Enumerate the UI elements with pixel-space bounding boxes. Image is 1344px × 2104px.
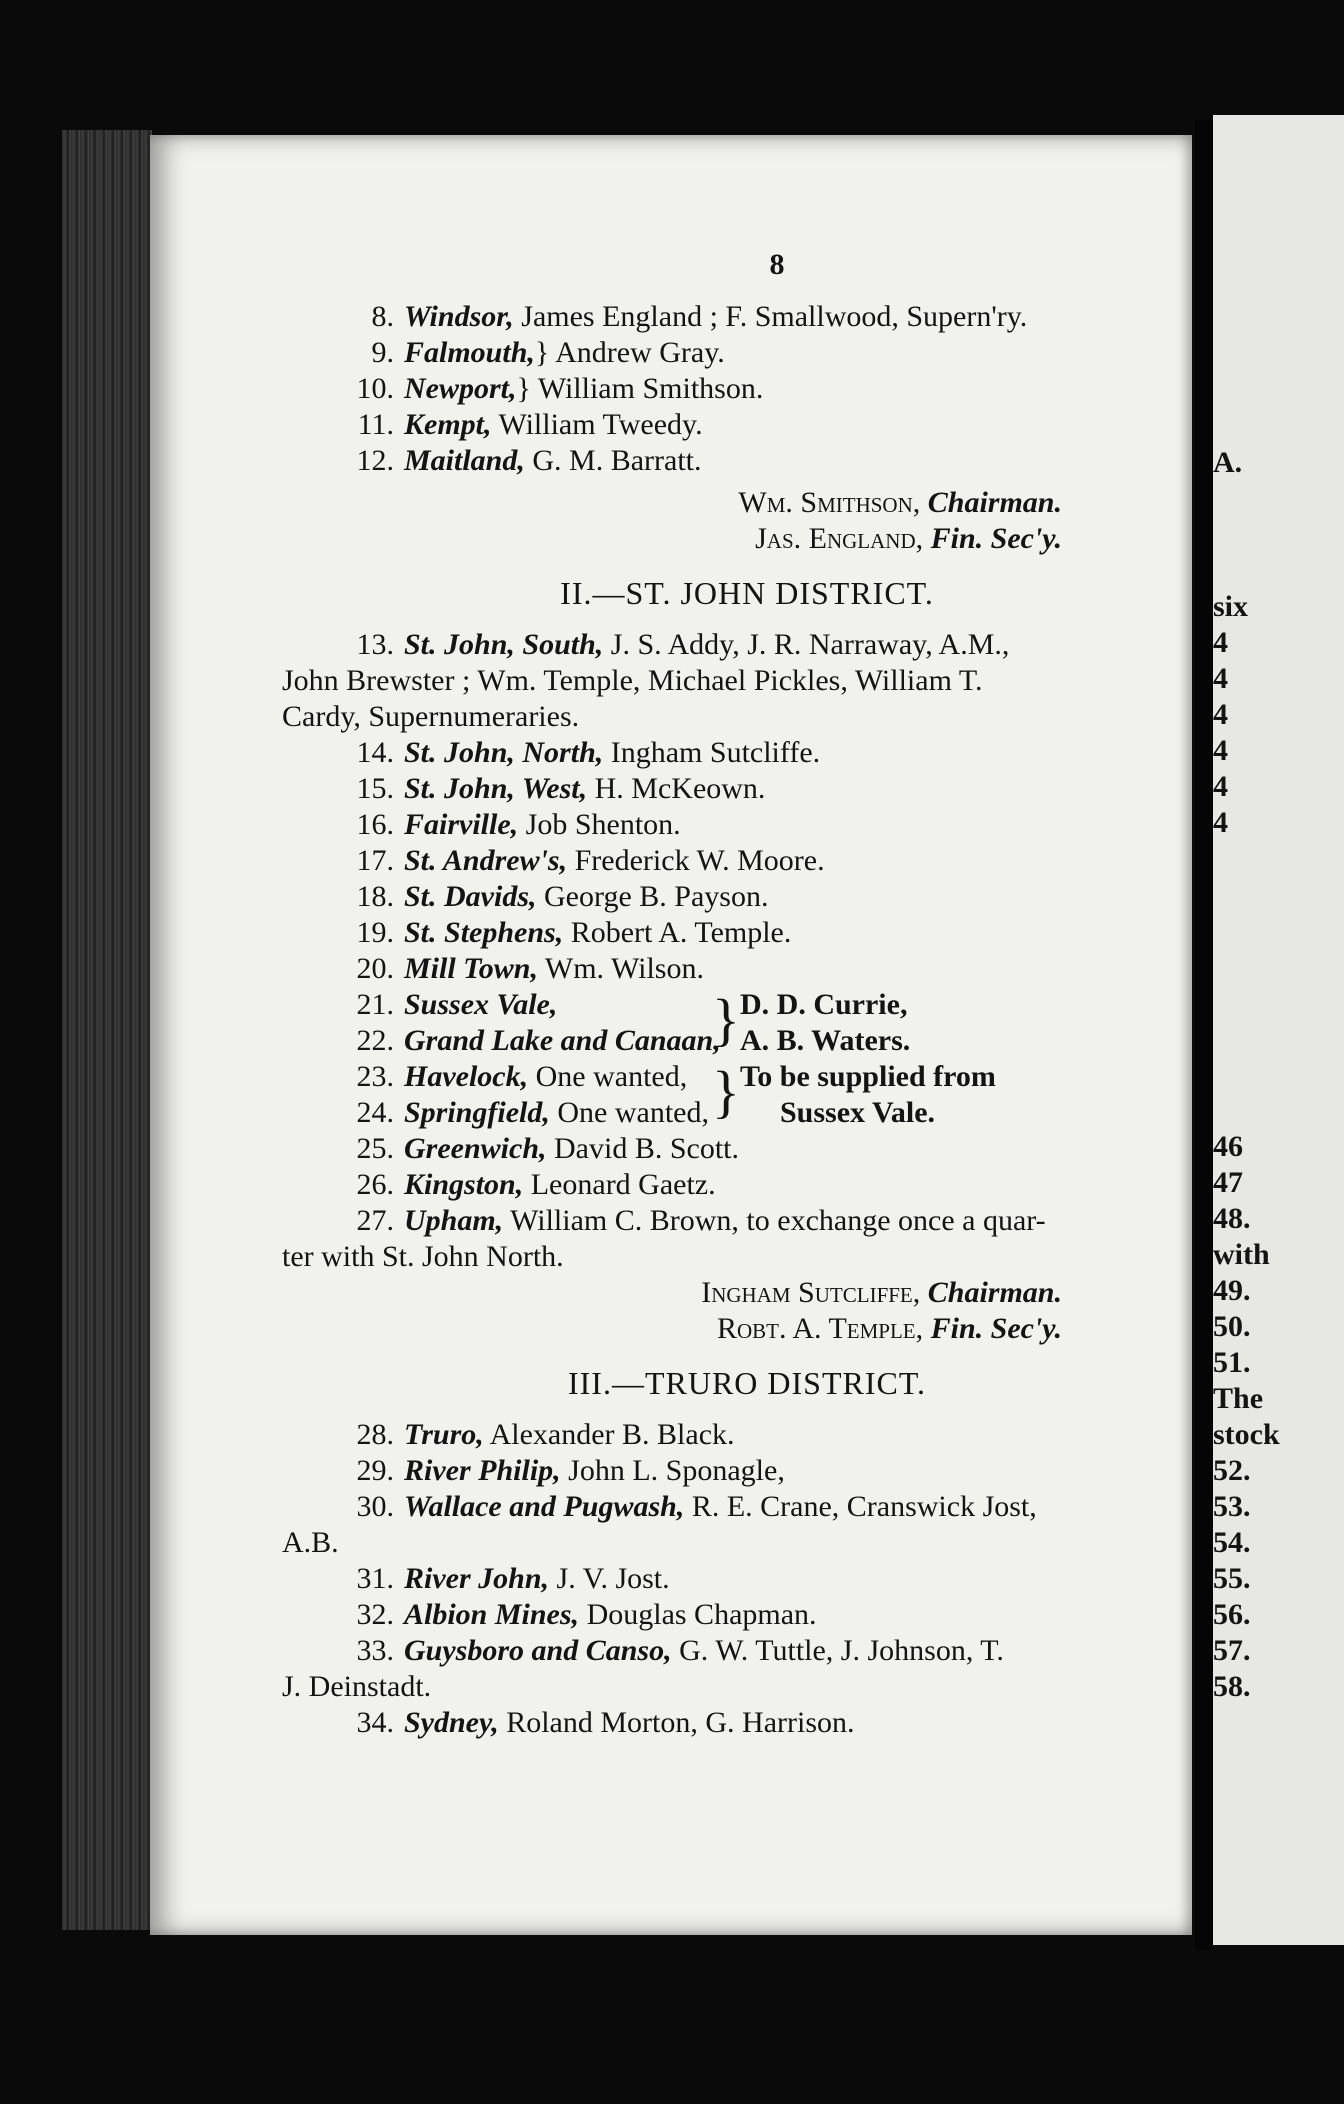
entry-place: Kingston, — [404, 1168, 524, 1201]
entry-number: 30. — [356, 1490, 394, 1523]
entry-place: Springfield, — [404, 1096, 550, 1129]
entry-place: Maitland, — [404, 444, 525, 477]
entry-place: St. Andrew's, — [404, 844, 568, 877]
fragment-line — [1213, 517, 1344, 553]
entry-number: 20. — [356, 952, 394, 985]
fragment-line: 4 — [1213, 806, 1228, 839]
district-1-secretary — [282, 521, 1142, 557]
fragment-line: 46 — [1213, 1130, 1243, 1163]
fragment-line: with — [1213, 1238, 1270, 1271]
fragment-line: 57. — [1213, 1634, 1251, 1667]
district-2-list — [282, 735, 1142, 987]
entry-text: Douglas Chapman. — [579, 1598, 817, 1631]
list-item — [282, 1131, 1142, 1167]
braced-group-2-text — [740, 1059, 996, 1131]
fragment-line: A. — [1213, 446, 1243, 479]
entry-text: Roland Morton, G. Harrison. — [498, 1706, 855, 1739]
entry-place: Wallace and Pugwash, — [404, 1490, 685, 1523]
entry-number: 25. — [356, 1132, 394, 1165]
list-item — [282, 843, 1142, 879]
entry-number: 18. — [356, 880, 394, 913]
fragment-line: 47 — [1213, 1166, 1243, 1199]
fragment-line — [1213, 913, 1344, 949]
fragment-line: six — [1213, 590, 1249, 623]
list-item — [282, 335, 1142, 371]
fragment-line — [1213, 553, 1344, 589]
entry-text: William C. Brown, to exchange once a quar- — [503, 1204, 1046, 1237]
fragment-line — [1213, 877, 1344, 913]
fragment-line: 4 — [1213, 626, 1228, 659]
entry-number: 22. — [356, 1024, 394, 1057]
brace-icon: } — [712, 987, 740, 1052]
entry-place: Grand Lake and Canaan, — [404, 1024, 721, 1057]
fragment-line: 55. — [1213, 1562, 1251, 1595]
entry-text: } William Smithson. — [516, 372, 764, 405]
district-2-chairman — [282, 1275, 1142, 1311]
district-3-heading: III.—TRURO DISTRICT. — [567, 1365, 927, 1401]
list-item — [282, 1167, 1142, 1203]
fragment-line: 53. — [1213, 1490, 1251, 1523]
entry-text: Leonard Gaetz. — [523, 1168, 716, 1201]
list-item — [282, 1417, 1142, 1453]
chairman-role: Chairman. — [927, 486, 1062, 519]
entry-30-continued: A.B. — [282, 1526, 339, 1559]
entry-text: R. E. Crane, Cranswick Jost, — [684, 1490, 1037, 1523]
adjacent-page-fragment — [1213, 115, 1344, 1945]
entry-text: G. M. Barratt. — [524, 444, 702, 477]
entry-place: River John, — [404, 1562, 550, 1595]
book-page-edges — [62, 130, 152, 1930]
district-3-list — [282, 1417, 1142, 1489]
fragment-line: 48. — [1213, 1202, 1251, 1235]
fragment-line: 58. — [1213, 1670, 1251, 1703]
district-1-list — [282, 299, 1142, 479]
braced-group-1-text — [740, 987, 910, 1059]
list-item — [282, 771, 1142, 807]
entry-number: 34. — [356, 1706, 394, 1739]
entry-number: 24. — [356, 1096, 394, 1129]
braced-line: To be supplied from — [740, 1060, 996, 1093]
entry-place: St. John, West, — [404, 772, 588, 805]
fragment-line — [1213, 1057, 1344, 1093]
entry-place: Albion Mines, — [404, 1598, 580, 1631]
list-item — [282, 407, 1142, 443]
entry-13-continued-2: Cardy, Supernumeraries. — [282, 700, 580, 733]
fragment-line — [1213, 841, 1344, 877]
fragment-line — [1213, 1093, 1344, 1129]
entry-number: 19. — [356, 916, 394, 949]
entry-number: 21. — [356, 988, 394, 1021]
entry-place: Upham, — [404, 1204, 504, 1237]
entry-30 — [282, 1489, 1142, 1525]
entry-text: } Andrew Gray. — [534, 336, 725, 369]
entry-place: St. John, South, — [404, 628, 604, 661]
entry-number: 15. — [356, 772, 394, 805]
list-item — [282, 1453, 1142, 1489]
entry-text: James England ; F. Smallwood, Supern'ry. — [513, 300, 1028, 333]
list-item — [282, 735, 1142, 771]
list-item — [282, 443, 1142, 479]
entry-place: Fairville, — [404, 808, 519, 841]
secretary-role: Fin. Sec'y. — [930, 522, 1062, 555]
list-item — [282, 807, 1142, 843]
chairman-name: Ingham Sutcliffe, — [701, 1276, 921, 1309]
list-item — [282, 915, 1142, 951]
entry-text: Frederick W. Moore. — [567, 844, 825, 877]
fragment-line: The — [1213, 1382, 1264, 1415]
entry-number: 26. — [356, 1168, 394, 1201]
entry-number: 9. — [371, 336, 394, 369]
fragment-line: 4 — [1213, 698, 1228, 731]
entry-number: 33. — [356, 1634, 394, 1667]
entry-number: 12. — [356, 444, 394, 477]
secretary-name: Robt. A. Temple, — [716, 1312, 924, 1345]
fragment-line — [1213, 1021, 1344, 1057]
entry-27-continued: ter with St. John North. — [282, 1240, 564, 1273]
entry-number: 14. — [356, 736, 394, 769]
entry-13-continued: John Brewster ; Wm. Temple, Michael Pickles, William T. — [282, 664, 983, 697]
fragment-line: stock — [1213, 1418, 1280, 1451]
chairman-role: Chairman. — [927, 1276, 1062, 1309]
entry-place: Truro, — [404, 1418, 484, 1451]
fragment-line: 50. — [1213, 1310, 1251, 1343]
entry-33 — [282, 1633, 1142, 1669]
entry-place: Kempt, — [404, 408, 492, 441]
entry-text: Alexander B. Black. — [483, 1418, 735, 1451]
entry-place: Sussex Vale, — [404, 988, 558, 1021]
entry-place: Falmouth, — [404, 336, 535, 369]
entry-number: 17. — [356, 844, 394, 877]
braced-line: Sussex Vale. — [780, 1096, 936, 1129]
page-number: 8 — [769, 248, 785, 281]
district-2-list-b — [282, 1131, 1142, 1203]
entry-text: Job Shenton. — [518, 808, 681, 841]
entry-33-continued: J. Deinstadt. — [282, 1670, 432, 1703]
entry-place: Havelock, — [404, 1060, 529, 1093]
fragment-line: 4 — [1213, 734, 1228, 767]
entry-place: Greenwich, — [404, 1132, 547, 1165]
list-item — [282, 951, 1142, 987]
entry-number: 28. — [356, 1418, 394, 1451]
entry-place: Sydney, — [404, 1706, 499, 1739]
fragment-line: 51. — [1213, 1346, 1251, 1379]
entry-text: Robert A. Temple. — [563, 916, 792, 949]
entry-34 — [282, 1705, 1142, 1741]
list-item — [282, 1561, 1142, 1597]
list-item — [282, 1597, 1142, 1633]
fragment-line: 4 — [1213, 662, 1228, 695]
list-item — [282, 299, 1142, 335]
secretary-name: Jas. England, — [755, 522, 924, 555]
entry-number: 10. — [356, 372, 394, 405]
fragment-line — [1213, 949, 1344, 985]
entry-number: 8. — [371, 300, 394, 333]
entry-13 — [282, 627, 1142, 663]
fragment-line: 4 — [1213, 770, 1228, 803]
brace-icon: } — [712, 1059, 740, 1124]
district-1-chairman — [282, 485, 1142, 521]
fragment-line: 56. — [1213, 1598, 1251, 1631]
list-item — [282, 879, 1142, 915]
braced-group-2 — [282, 1059, 1142, 1131]
entry-text: John L. Sponagle, — [560, 1454, 785, 1487]
entry-place: Newport, — [404, 372, 517, 405]
entry-text: One wanted, — [528, 1060, 688, 1093]
entry-place: Windsor, — [404, 300, 514, 333]
entry-27 — [282, 1203, 1142, 1239]
entry-text: Ingham Sutcliffe. — [603, 736, 821, 769]
secretary-role: Fin. Sec'y. — [930, 1312, 1062, 1345]
fragment-line: 49. — [1213, 1274, 1251, 1307]
fragment-line: 54. — [1213, 1526, 1251, 1559]
district-2-heading: II.—ST. JOHN DISTRICT. — [560, 575, 934, 611]
entry-text: Wm. Wilson. — [537, 952, 704, 985]
entry-text: J. S. Addy, J. R. Narraway, A.M., — [603, 628, 1010, 661]
entry-place: St. Stephens, — [404, 916, 564, 949]
entry-text: J. V. Jost. — [549, 1562, 670, 1595]
entry-place: St. Davids, — [404, 880, 537, 913]
braced-line: D. D. Currie, — [740, 988, 908, 1021]
entry-number: 13. — [356, 628, 394, 661]
entry-text: G. W. Tuttle, J. Johnson, T. — [671, 1634, 1004, 1667]
entry-place: River Philip, — [404, 1454, 561, 1487]
district-2-secretary — [282, 1311, 1142, 1347]
entry-text: David B. Scott. — [546, 1132, 739, 1165]
entry-number: 23. — [356, 1060, 394, 1093]
page-content — [282, 247, 1142, 1741]
entry-text: H. McKeown. — [587, 772, 766, 805]
entry-number: 16. — [356, 808, 394, 841]
entry-number: 31. — [356, 1562, 394, 1595]
entry-place: St. John, North, — [404, 736, 604, 769]
entry-number: 32. — [356, 1598, 394, 1631]
entry-place: Mill Town, — [404, 952, 538, 985]
fragment-line — [1213, 985, 1344, 1021]
fragment-line: 52. — [1213, 1454, 1251, 1487]
district-3-list-b — [282, 1561, 1142, 1633]
entry-text: William Tweedy. — [491, 408, 703, 441]
braced-line: A. B. Waters. — [740, 1024, 911, 1057]
braced-group-1 — [282, 987, 1142, 1059]
fragment-line — [1213, 481, 1344, 517]
list-item — [282, 371, 1142, 407]
adjacent-page-text — [1213, 445, 1344, 1705]
entry-text: One wanted, — [549, 1096, 709, 1129]
book-gutter — [1195, 120, 1213, 1950]
entry-number: 29. — [356, 1454, 394, 1487]
book-page — [150, 135, 1192, 1935]
entry-text: George B. Payson. — [536, 880, 769, 913]
entry-place: Guysboro and Canso, — [404, 1634, 672, 1667]
entry-number: 27. — [356, 1204, 394, 1237]
chairman-name: Wm. Smithson, — [738, 486, 921, 519]
entry-number: 11. — [357, 408, 394, 441]
